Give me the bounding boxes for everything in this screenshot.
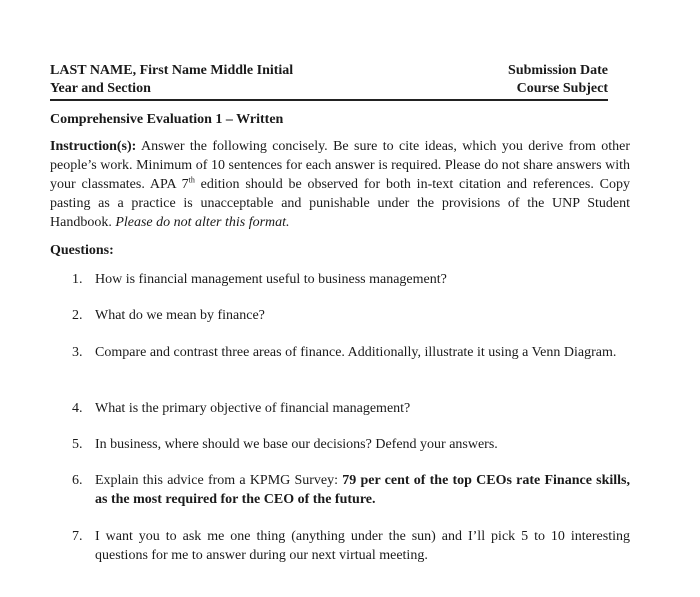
instructions-text-2: edition should be observed for both in-text citation and references. Copy pasting as a practice is unacceptable and punishable under the provisions of the UNP Student Handbook. [50, 177, 630, 230]
question-text-bold: 79 per cent of the top CEOs rate Finance skills, as the most required for the CEO of the future. [95, 473, 630, 507]
question-text: What do we mean by finance? [95, 308, 265, 323]
question-item [72, 270, 630, 289]
question-item [72, 471, 630, 509]
question-text: Compare and contrast three areas of finance. Additionally, illustrate it using a Venn Diagram. [95, 345, 617, 360]
question-number: 4. [72, 401, 83, 416]
question-text-plain: Explain this advice from a KPMG Survey: [95, 473, 343, 488]
question-number: 5. [72, 437, 83, 452]
questions-heading: Questions: [50, 243, 114, 258]
question-text: What is the primary objective of financial management? [95, 401, 411, 416]
question-item [72, 399, 630, 418]
question-number: 6. [72, 473, 83, 488]
instructions-lead: Instruction(s): [50, 139, 137, 154]
question-text: How is financial management useful to business management? [95, 272, 447, 287]
question-item [72, 435, 630, 454]
document-title: Comprehensive Evaluation 1 – Written [50, 112, 284, 127]
header-divider [50, 99, 608, 101]
section-line: Year and Section [50, 81, 151, 96]
instructions-text-1: Answer the following concisely. Be sure to cite ideas, which you derive from other people’s work. Minimum of 10 sentences for each answer is required. Please do not share answers with your classmates. APA 7 [50, 139, 630, 192]
instructions-paragraph [50, 137, 630, 232]
submission-date-line: Submission Date [508, 63, 608, 78]
question-number: 1. [72, 272, 83, 287]
question-number: 3. [72, 345, 83, 360]
question-number: 2. [72, 308, 83, 323]
question-text: In business, where should we base our decisions? Defend your answers. [95, 437, 498, 452]
question-item [72, 527, 630, 565]
instructions-superscript: th [188, 175, 195, 185]
question-item [72, 343, 630, 362]
course-subject-line: Course Subject [516, 81, 608, 96]
question-text [95, 471, 630, 509]
header-left [50, 62, 293, 98]
question-number: 7. [72, 529, 83, 544]
question-text: I want you to ask me one thing (anything under the sun) and I’ll pick 5 to 10 interesting questions for me to answer during our next virtual meeting. [95, 529, 630, 563]
instructions-italic-note: Please do not alter this format. [115, 215, 290, 230]
name-line: LAST NAME, First Name Middle Initial [50, 63, 294, 78]
header-right [508, 62, 608, 98]
question-item [72, 306, 630, 325]
